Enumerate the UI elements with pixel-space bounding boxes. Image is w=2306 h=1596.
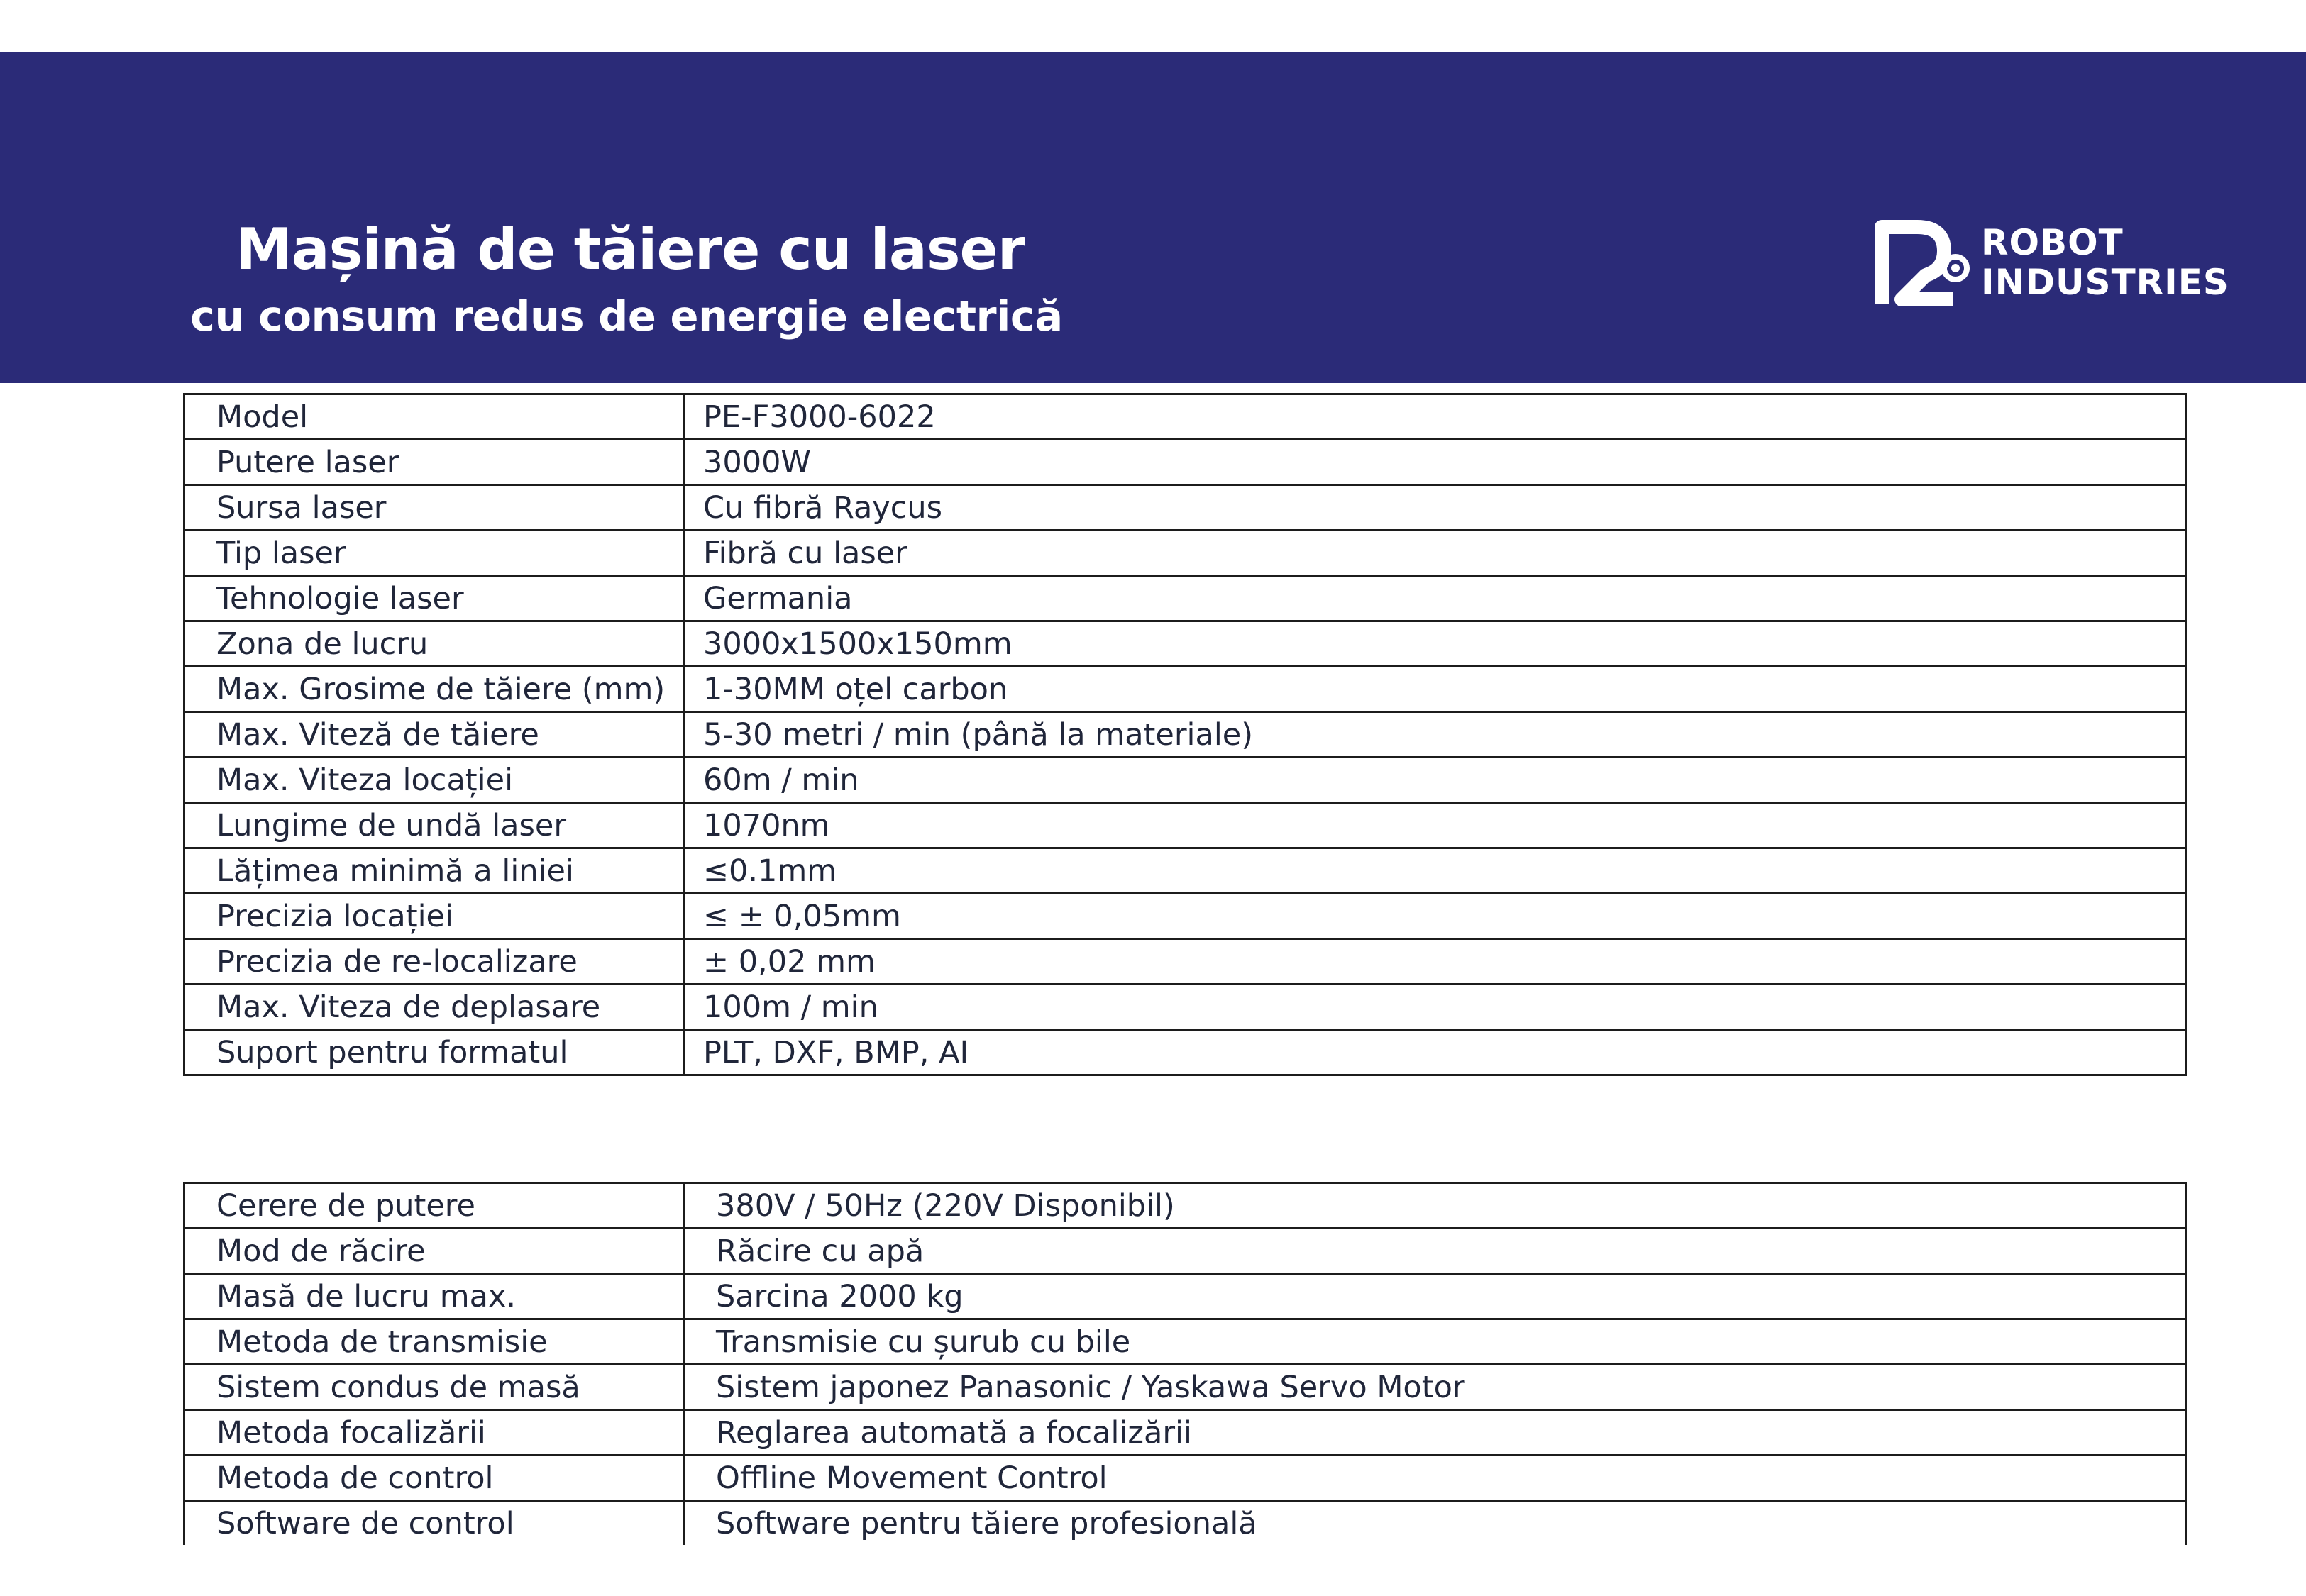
spec-row xyxy=(184,985,2186,1030)
spec-row xyxy=(184,1319,2186,1365)
spec-row xyxy=(184,1030,2186,1075)
spec-value: PLT, DXF, BMP, AI xyxy=(684,1030,2186,1075)
logo-line-1: ROBOT xyxy=(1981,222,2124,263)
spec-row xyxy=(184,1501,2186,1546)
spec-value: Fibră cu laser xyxy=(684,531,2186,576)
spec-value: Germania xyxy=(684,576,2186,621)
spec-row xyxy=(184,712,2186,758)
specs-main-table xyxy=(183,393,2187,1076)
page-title: Mașină de tăiere cu laser xyxy=(236,216,1025,282)
spec-value: 380V / 50Hz (220V Disponibil) xyxy=(684,1183,2186,1229)
spec-label: Metoda focalizării xyxy=(184,1410,684,1456)
spec-value: Răcire cu apă xyxy=(684,1229,2186,1274)
spec-label: Max. Grosime de tăiere (mm) xyxy=(184,667,684,712)
spec-value: 60m / min xyxy=(684,758,2186,803)
spec-value: 5-30 metri / min (până la materiale) xyxy=(684,712,2186,758)
spec-label: Max. Viteza de deplasare xyxy=(184,985,684,1030)
spec-value: 3000W xyxy=(684,440,2186,485)
spec-row xyxy=(184,848,2186,894)
spec-row xyxy=(184,803,2186,848)
page-subtitle: cu consum redus de energie electrică xyxy=(190,292,1063,340)
logo-wordmark xyxy=(1981,223,2229,302)
spec-label: Lățimea minimă a liniei xyxy=(184,848,684,894)
spec-label: Sursa laser xyxy=(184,485,684,531)
spec-value: Sistem japonez Panasonic / Yaskawa Servo Motor xyxy=(684,1365,2186,1410)
spec-label: Sistem condus de masă xyxy=(184,1365,684,1410)
spec-row xyxy=(184,576,2186,621)
spec-label: Lungime de undă laser xyxy=(184,803,684,848)
spec-label: Precizia de re-localizare xyxy=(184,939,684,985)
spec-row xyxy=(184,1456,2186,1501)
spec-value: 100m / min xyxy=(684,985,2186,1030)
spec-row xyxy=(184,440,2186,485)
spec-label: Suport pentru formatul xyxy=(184,1030,684,1075)
spec-row xyxy=(184,485,2186,531)
spec-label: Tip laser xyxy=(184,531,684,576)
robot-industries-logo xyxy=(1873,220,2229,308)
spec-row xyxy=(184,1183,2186,1229)
spec-label: Mod de răcire xyxy=(184,1229,684,1274)
logo-line-2: INDUSTRIES xyxy=(1981,262,2229,303)
spec-label: Max. Viteza locației xyxy=(184,758,684,803)
spec-row xyxy=(184,531,2186,576)
spec-value: Reglarea automată a focalizării xyxy=(684,1410,2186,1456)
spec-label: Cerere de putere xyxy=(184,1183,684,1229)
spec-value: ≤ ± 0,05mm xyxy=(684,894,2186,939)
spec-label: Metoda de transmisie xyxy=(184,1319,684,1365)
spec-row xyxy=(184,1274,2186,1319)
spec-label: Precizia locației xyxy=(184,894,684,939)
spec-label: Putere laser xyxy=(184,440,684,485)
spec-row xyxy=(184,1229,2186,1274)
spec-label: Max. Viteză de tăiere xyxy=(184,712,684,758)
robot-logo-icon xyxy=(1873,220,1973,308)
spec-value: ± 0,02 mm xyxy=(684,939,2186,985)
spec-row xyxy=(184,394,2186,440)
spec-row xyxy=(184,939,2186,985)
spec-value: 1-30MM oțel carbon xyxy=(684,667,2186,712)
header-banner xyxy=(0,52,2306,383)
spec-label: Zona de lucru xyxy=(184,621,684,667)
spec-value: 3000x1500x150mm xyxy=(684,621,2186,667)
spec-label: Tehnologie laser xyxy=(184,576,684,621)
spec-row xyxy=(184,894,2186,939)
spec-row xyxy=(184,1410,2186,1456)
spec-row xyxy=(184,1365,2186,1410)
specs-secondary-table xyxy=(183,1182,2187,1545)
spec-label: Software de control xyxy=(184,1501,684,1546)
spec-value: PE-F3000-6022 xyxy=(684,394,2186,440)
spec-row xyxy=(184,621,2186,667)
spec-row xyxy=(184,667,2186,712)
spec-value: 1070nm xyxy=(684,803,2186,848)
spec-row xyxy=(184,758,2186,803)
spec-value: Sarcina 2000 kg xyxy=(684,1274,2186,1319)
spec-value: Cu fibră Raycus xyxy=(684,485,2186,531)
spec-value: Transmisie cu șurub cu bile xyxy=(684,1319,2186,1365)
spec-label: Masă de lucru max. xyxy=(184,1274,684,1319)
spec-value: Software pentru tăiere profesională xyxy=(684,1501,2186,1546)
spec-value: ≤0.1mm xyxy=(684,848,2186,894)
specs-main-body xyxy=(184,394,2186,1075)
specs-secondary-body xyxy=(184,1183,2186,1546)
spec-label: Metoda de control xyxy=(184,1456,684,1501)
spec-value: Offline Movement Control xyxy=(684,1456,2186,1501)
spec-label: Model xyxy=(184,394,684,440)
